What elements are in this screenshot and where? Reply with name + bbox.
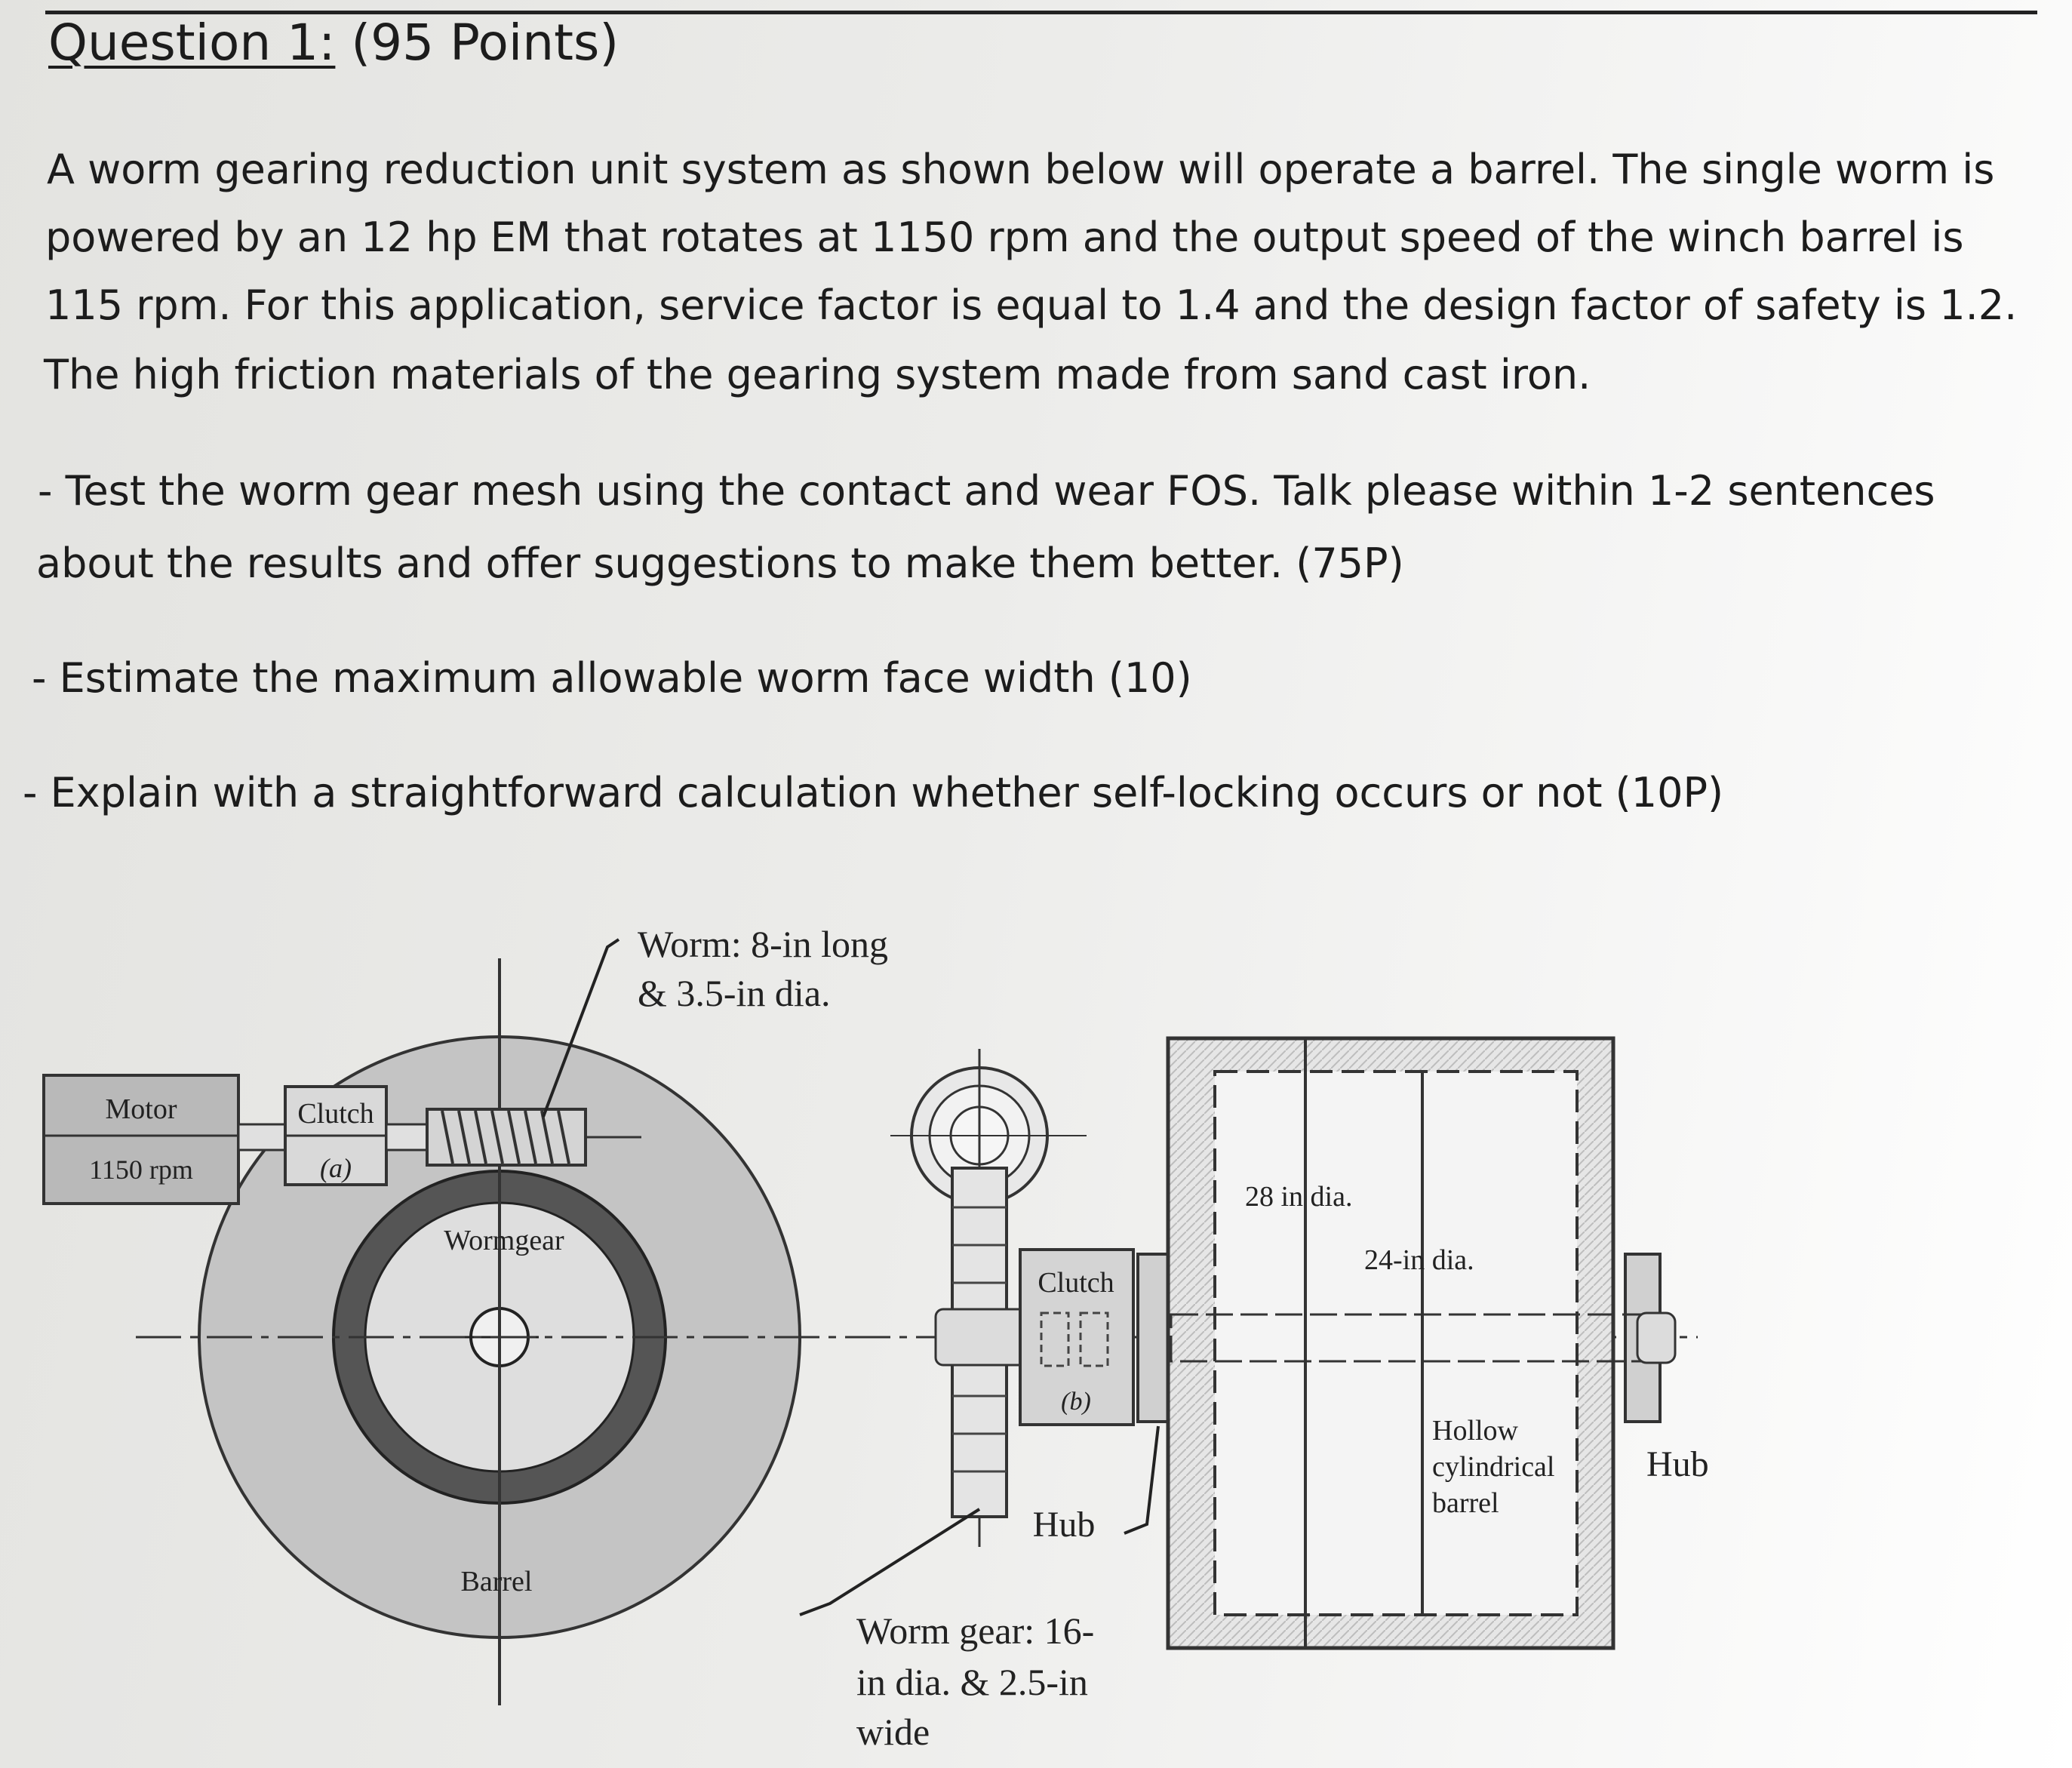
barrel-inner [1215, 1072, 1577, 1615]
hub-label-left: Hub [1032, 1505, 1096, 1545]
task-1-line-2: about the results and offer suggestions to make them better. (75P) [36, 540, 1404, 587]
hollow-label-3: barrel [1432, 1487, 1499, 1519]
question-points: (95 Points) [335, 14, 619, 72]
hub-label-right: Hub [1646, 1444, 1709, 1484]
motor-label: Motor [105, 1093, 177, 1125]
worm-gear-label-2: in dia. & 2.5-in [856, 1661, 1088, 1703]
paragraph-line-3: 115 rpm. For this application, service factor is equal to 1.4 and the design factor of safety is 1.2. [45, 281, 2018, 329]
worm-label-1: Worm: 8-in long [638, 923, 889, 965]
worm-label-2: & 3.5-in dia. [638, 972, 831, 1014]
task-1-line-1: - Test the worm gear mesh using the contact and wear FOS. Talk please within 1-2 sentences [38, 467, 1935, 515]
task-2: - Estimate the maximum allowable worm face width (10) [32, 654, 1192, 702]
paragraph-line-1: A worm gearing reduction unit system as shown below will operate a barrel. The single worm is [47, 146, 1995, 193]
wormgear-label: Wormgear [444, 1225, 564, 1256]
motor-speed-label: 1150 rpm [89, 1155, 193, 1185]
clutch-b-label: Clutch [1038, 1267, 1114, 1299]
task-3: - Explain with a straightforward calculation whether self-locking occurs or not (10P) [23, 769, 1724, 816]
worm-gear-label-1: Worm gear: 16- [856, 1610, 1095, 1652]
barrel-label-left: Barrel [460, 1566, 533, 1597]
clutch-b-tag: (b) [1061, 1388, 1091, 1416]
hollow-label-1: Hollow [1432, 1415, 1518, 1447]
dia-28-label: 28 in dia. [1245, 1181, 1353, 1213]
question-label: Question 1: [48, 14, 336, 72]
clutch-a-label: Clutch [297, 1098, 374, 1130]
dia-24-label: 24-in dia. [1364, 1244, 1474, 1276]
worm-gear-label-3: wide [856, 1711, 930, 1753]
clutch-a-tag: (a) [320, 1153, 352, 1183]
paragraph-line-4: The high friction materials of the gearing system made from sand cast iron. [44, 351, 1591, 398]
paragraph-line-2: powered by an 12 hp EM that rotates at 1150 rpm and the output speed of the winch barrel is [45, 214, 1964, 261]
hollow-label-2: cylindrical [1432, 1451, 1555, 1483]
